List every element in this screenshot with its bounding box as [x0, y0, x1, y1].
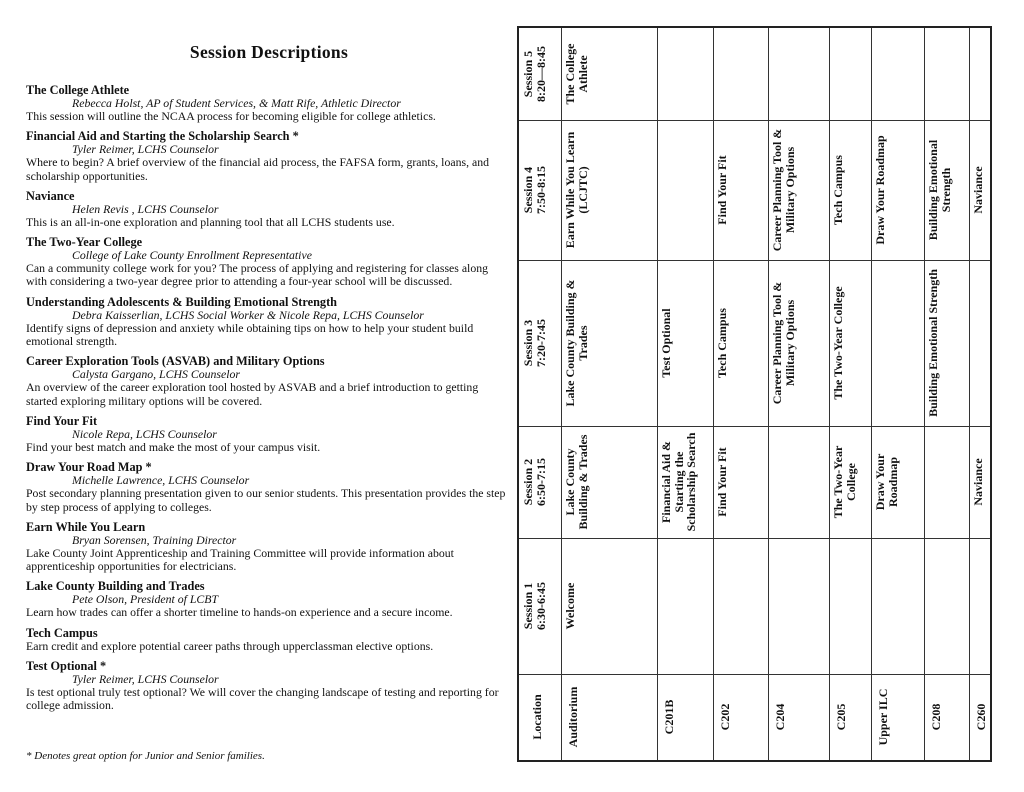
schedule-cell: Earn While You Learn (LCJTC) [563, 131, 590, 249]
schedule-cell: Tech Campus [715, 308, 729, 378]
period-time: 7:20-7:45 [534, 319, 548, 367]
period-name: Session 5 [521, 50, 535, 98]
session-entry [26, 189, 506, 229]
session-description: Where to begin? A brief overview of the financial aid process, the FAFSA form, grants, loans, and scholarship opportunities. [26, 155, 490, 183]
room-location: C208 [929, 703, 943, 731]
period-name: Session 4 [521, 166, 535, 214]
session-description: Learn how trades can offer a shorter timeline to hands-on experience and a secure income. [26, 605, 453, 620]
footnote: * Denotes great option for Junior and Senior families. [26, 750, 265, 762]
session-entry [26, 129, 506, 183]
period-time: 8:20—8:45 [534, 46, 548, 102]
session-entry [26, 579, 506, 619]
session-presenter: Rebecca Holst, AP of Student Services, & Matt Rife, Athletic Director [72, 96, 401, 110]
session-presenter: College of Lake County Enrollment Representative [72, 248, 312, 263]
schedule-cell: Draw Your Roadmap [873, 135, 887, 245]
schedule-cell: Building Emotional Strength [926, 269, 940, 417]
period-name: Session 1 [521, 582, 535, 630]
schedule-cell: Lake County Building & Trades [563, 279, 590, 407]
session-title: Earn While You Learn [26, 519, 146, 534]
schedule-cell: Draw Your Roadmap [873, 453, 900, 511]
session-title: Career Exploration Tools (ASVAB) and Military Options [26, 354, 325, 369]
room-location: C260 [974, 703, 988, 731]
session-title: The College Athlete [26, 83, 130, 97]
session-list [26, 83, 506, 713]
session-description: Earn credit and explore potential career paths through upperclassman elective options. [26, 638, 434, 653]
session-description: Post secondary planning presentation given to our senior students. This presentation provides the step by step process of applying to colleges. [26, 486, 506, 514]
session-presenter: Bryan Sorensen, Training Director [72, 532, 237, 547]
table-row-rule [519, 538, 990, 539]
room-location: C205 [834, 703, 848, 731]
session-entry [26, 83, 506, 123]
session-presenter: Tyler Reimer, LCHS Counselor [72, 142, 219, 157]
schedule-cell: The Two-Year College [831, 286, 845, 400]
table-column-rule [871, 28, 872, 760]
schedule-cell: Find Your Fit [715, 447, 729, 517]
session-entry [26, 626, 506, 653]
table-column-rule [657, 28, 658, 760]
session-description: This is an all-in-one exploration and planning tool that all LCHS students use. [26, 214, 395, 229]
session-descriptions-panel [26, 38, 506, 719]
schedule-cell: Test Optional [659, 308, 673, 378]
table-column-rule [969, 28, 970, 760]
session-presenter: Tyler Reimer, LCHS Counselor [72, 672, 219, 687]
table-column-rule [924, 28, 925, 760]
session-title: Lake County Building and Trades [26, 579, 205, 594]
session-title: Test Optional * [26, 659, 107, 674]
session-presenter: Helen Revis , LCHS Counselor [72, 201, 219, 216]
table-column-rule [829, 28, 830, 760]
location-header: Location [530, 694, 544, 740]
room-location: Upper ILC [876, 688, 890, 746]
schedule-cell: Career Planning Tool & Military Options [770, 281, 797, 405]
session-presenter: Pete Olson, President of LCBT [72, 592, 219, 607]
period-time: 7:50-8:15 [534, 166, 548, 214]
room-location: C201B [662, 699, 676, 735]
session-title: Find Your Fit [26, 413, 98, 428]
session-presenter: Michelle Lawrence, LCHS Counselor [72, 473, 250, 488]
period-name: Session 3 [521, 319, 535, 367]
schedule-cell: Naviance [971, 166, 985, 214]
table-row-rule [519, 260, 990, 261]
session-title: Draw Your Road Map * [26, 460, 152, 475]
session-description: Find your best match and make the most of your campus visit. [26, 439, 321, 454]
session-presenter: Debra Kaisserlian, LCHS Social Worker & Nicole Repa, LCHS Counselor [72, 307, 424, 322]
schedule-cell: Welcome [563, 582, 577, 630]
page-title: Session Descriptions [189, 42, 349, 62]
table-column-rule [768, 28, 769, 760]
session-title: Understanding Adolescents & Building Emotional Strength [26, 294, 338, 309]
period-name: Session 2 [521, 458, 535, 506]
session-description: An overview of the career exploration tool hosted by ASVAB and a brief introduction to getting started exploring military options will be covered. [26, 380, 479, 408]
table-column-rule [561, 28, 562, 760]
room-location: Auditorium [566, 686, 580, 748]
session-entry [26, 414, 506, 454]
session-entry [26, 295, 506, 349]
session-title: The Two-Year College [26, 235, 143, 250]
table-row-rule [519, 674, 990, 675]
session-description: This session will outline the NCAA process for becoming eligible for college athletics. [26, 109, 436, 123]
table-column-rule [713, 28, 714, 760]
session-title: Financial Aid and Starting the Scholarship Search * [26, 129, 299, 144]
session-description: Is test optional truly test optional? We will cover the changing landscape of testing and reporting for college admission. [26, 685, 499, 713]
schedule-cell: Find Your Fit [715, 155, 729, 225]
schedule-cell: Financial Aid & Starting the Scholarship Search [659, 432, 698, 532]
schedule-cell: Tech Campus [831, 155, 845, 225]
schedule-cell: Career Planning Tool & Military Options [770, 128, 797, 252]
schedule-cell: Building Emotional Strength [926, 139, 953, 241]
room-location: C202 [718, 703, 732, 731]
period-time: 6:50-7:15 [534, 458, 548, 506]
room-location: C204 [773, 703, 787, 731]
schedule-cell: Lake County Building & Trades [563, 434, 590, 530]
session-presenter: Nicole Repa, LCHS Counselor [72, 426, 217, 441]
schedule-cell: Naviance [971, 458, 985, 506]
schedule-cell: The Two-Year College [831, 445, 858, 519]
session-presenter: Calysta Gargano, LCHS Counselor [72, 367, 241, 382]
session-description: Identify signs of depression and anxiety while obtaining tips on how to help your student build emotional strength. [26, 320, 474, 349]
session-description: Can a community college work for you? The process of applying and registering for classes along with considering a two-year degree prior to attending a four-year school will be discussed. [26, 261, 489, 289]
schedule-cell: The College Athlete [563, 43, 590, 105]
session-title: Naviance [26, 188, 75, 203]
session-description: Lake County Joint Apprenticeship and Training Committee will provide information about apprenticeship opportunities for electricians. [26, 545, 454, 574]
session-title: Tech Campus [26, 625, 98, 640]
table-row-rule [519, 426, 990, 427]
session-entry [26, 235, 506, 289]
period-time: 6:30-6:45 [534, 582, 548, 630]
session-entry [26, 659, 506, 713]
session-entry [26, 520, 506, 574]
schedule-table [517, 26, 992, 762]
session-entry [26, 354, 506, 408]
table-row-rule [519, 120, 990, 121]
session-entry [26, 460, 506, 514]
